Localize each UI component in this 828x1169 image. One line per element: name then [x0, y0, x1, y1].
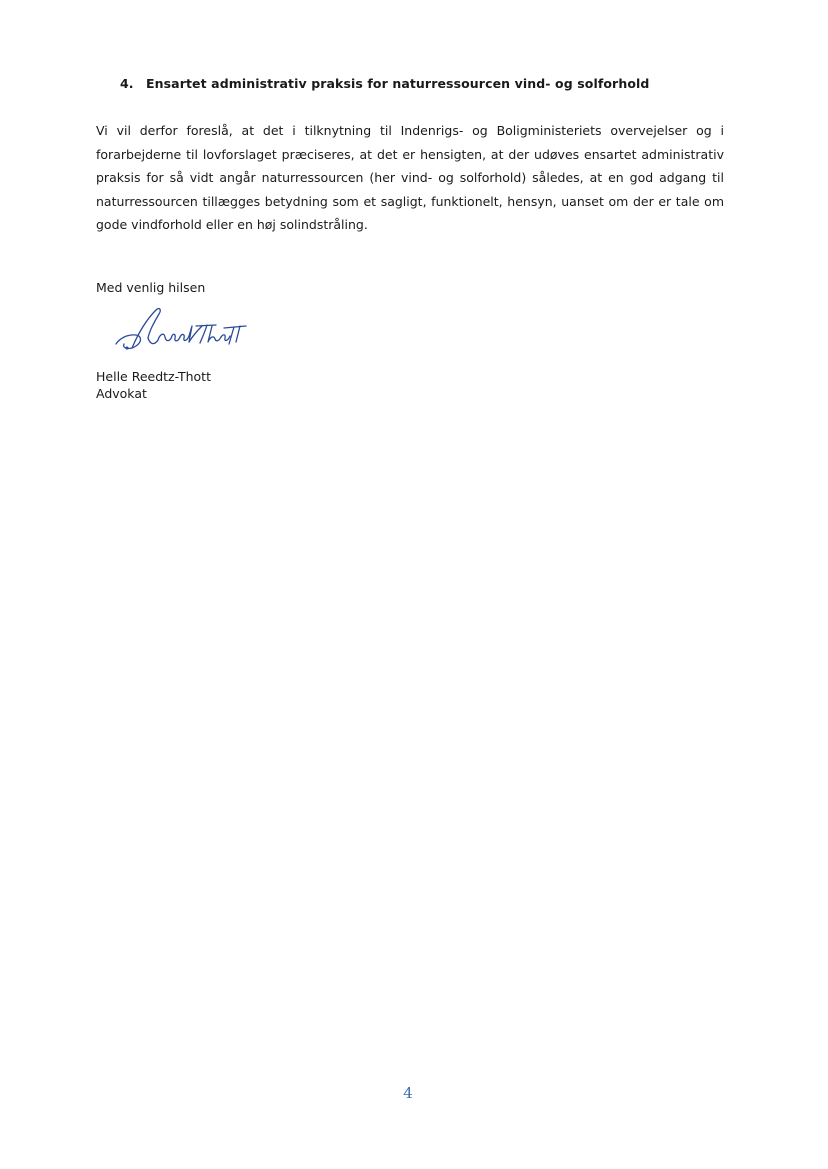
closing-greeting: Med venlig hilsen [96, 280, 206, 295]
signer-block [96, 368, 211, 402]
signer-title: Advokat [96, 386, 147, 401]
body-paragraph [96, 119, 724, 237]
handwritten-signature [112, 304, 247, 356]
paragraph-line: naturressourcen tillægges betydning som et sagligt, funktionelt, hensyn, uanset om der er tale om [96, 193, 724, 209]
paragraph-line: praksis for så vidt angår naturressourcen (her vind- og solforhold) således, at en god adgang til [96, 170, 724, 185]
section-heading [120, 76, 649, 91]
page-number: 4 [403, 1084, 413, 1102]
section-title: Ensartet administrativ praksis for naturressourcen vind- og solforhold [146, 76, 650, 91]
paragraph-line: gode vindforhold eller en høj solindstråling. [96, 217, 368, 232]
signer-name: Helle Reedtz-Thott [96, 369, 211, 384]
paragraph-line: Vi vil derfor foreslå, at det i tilknytning til Indenrigs- og Boligministeriets overvejelser og i [96, 123, 724, 138]
section-number: 4. [120, 76, 134, 91]
paragraph-line: forarbejderne til lovforslaget præciseres, at det er hensigten, at der udøves ensartet administrativ [96, 146, 724, 162]
